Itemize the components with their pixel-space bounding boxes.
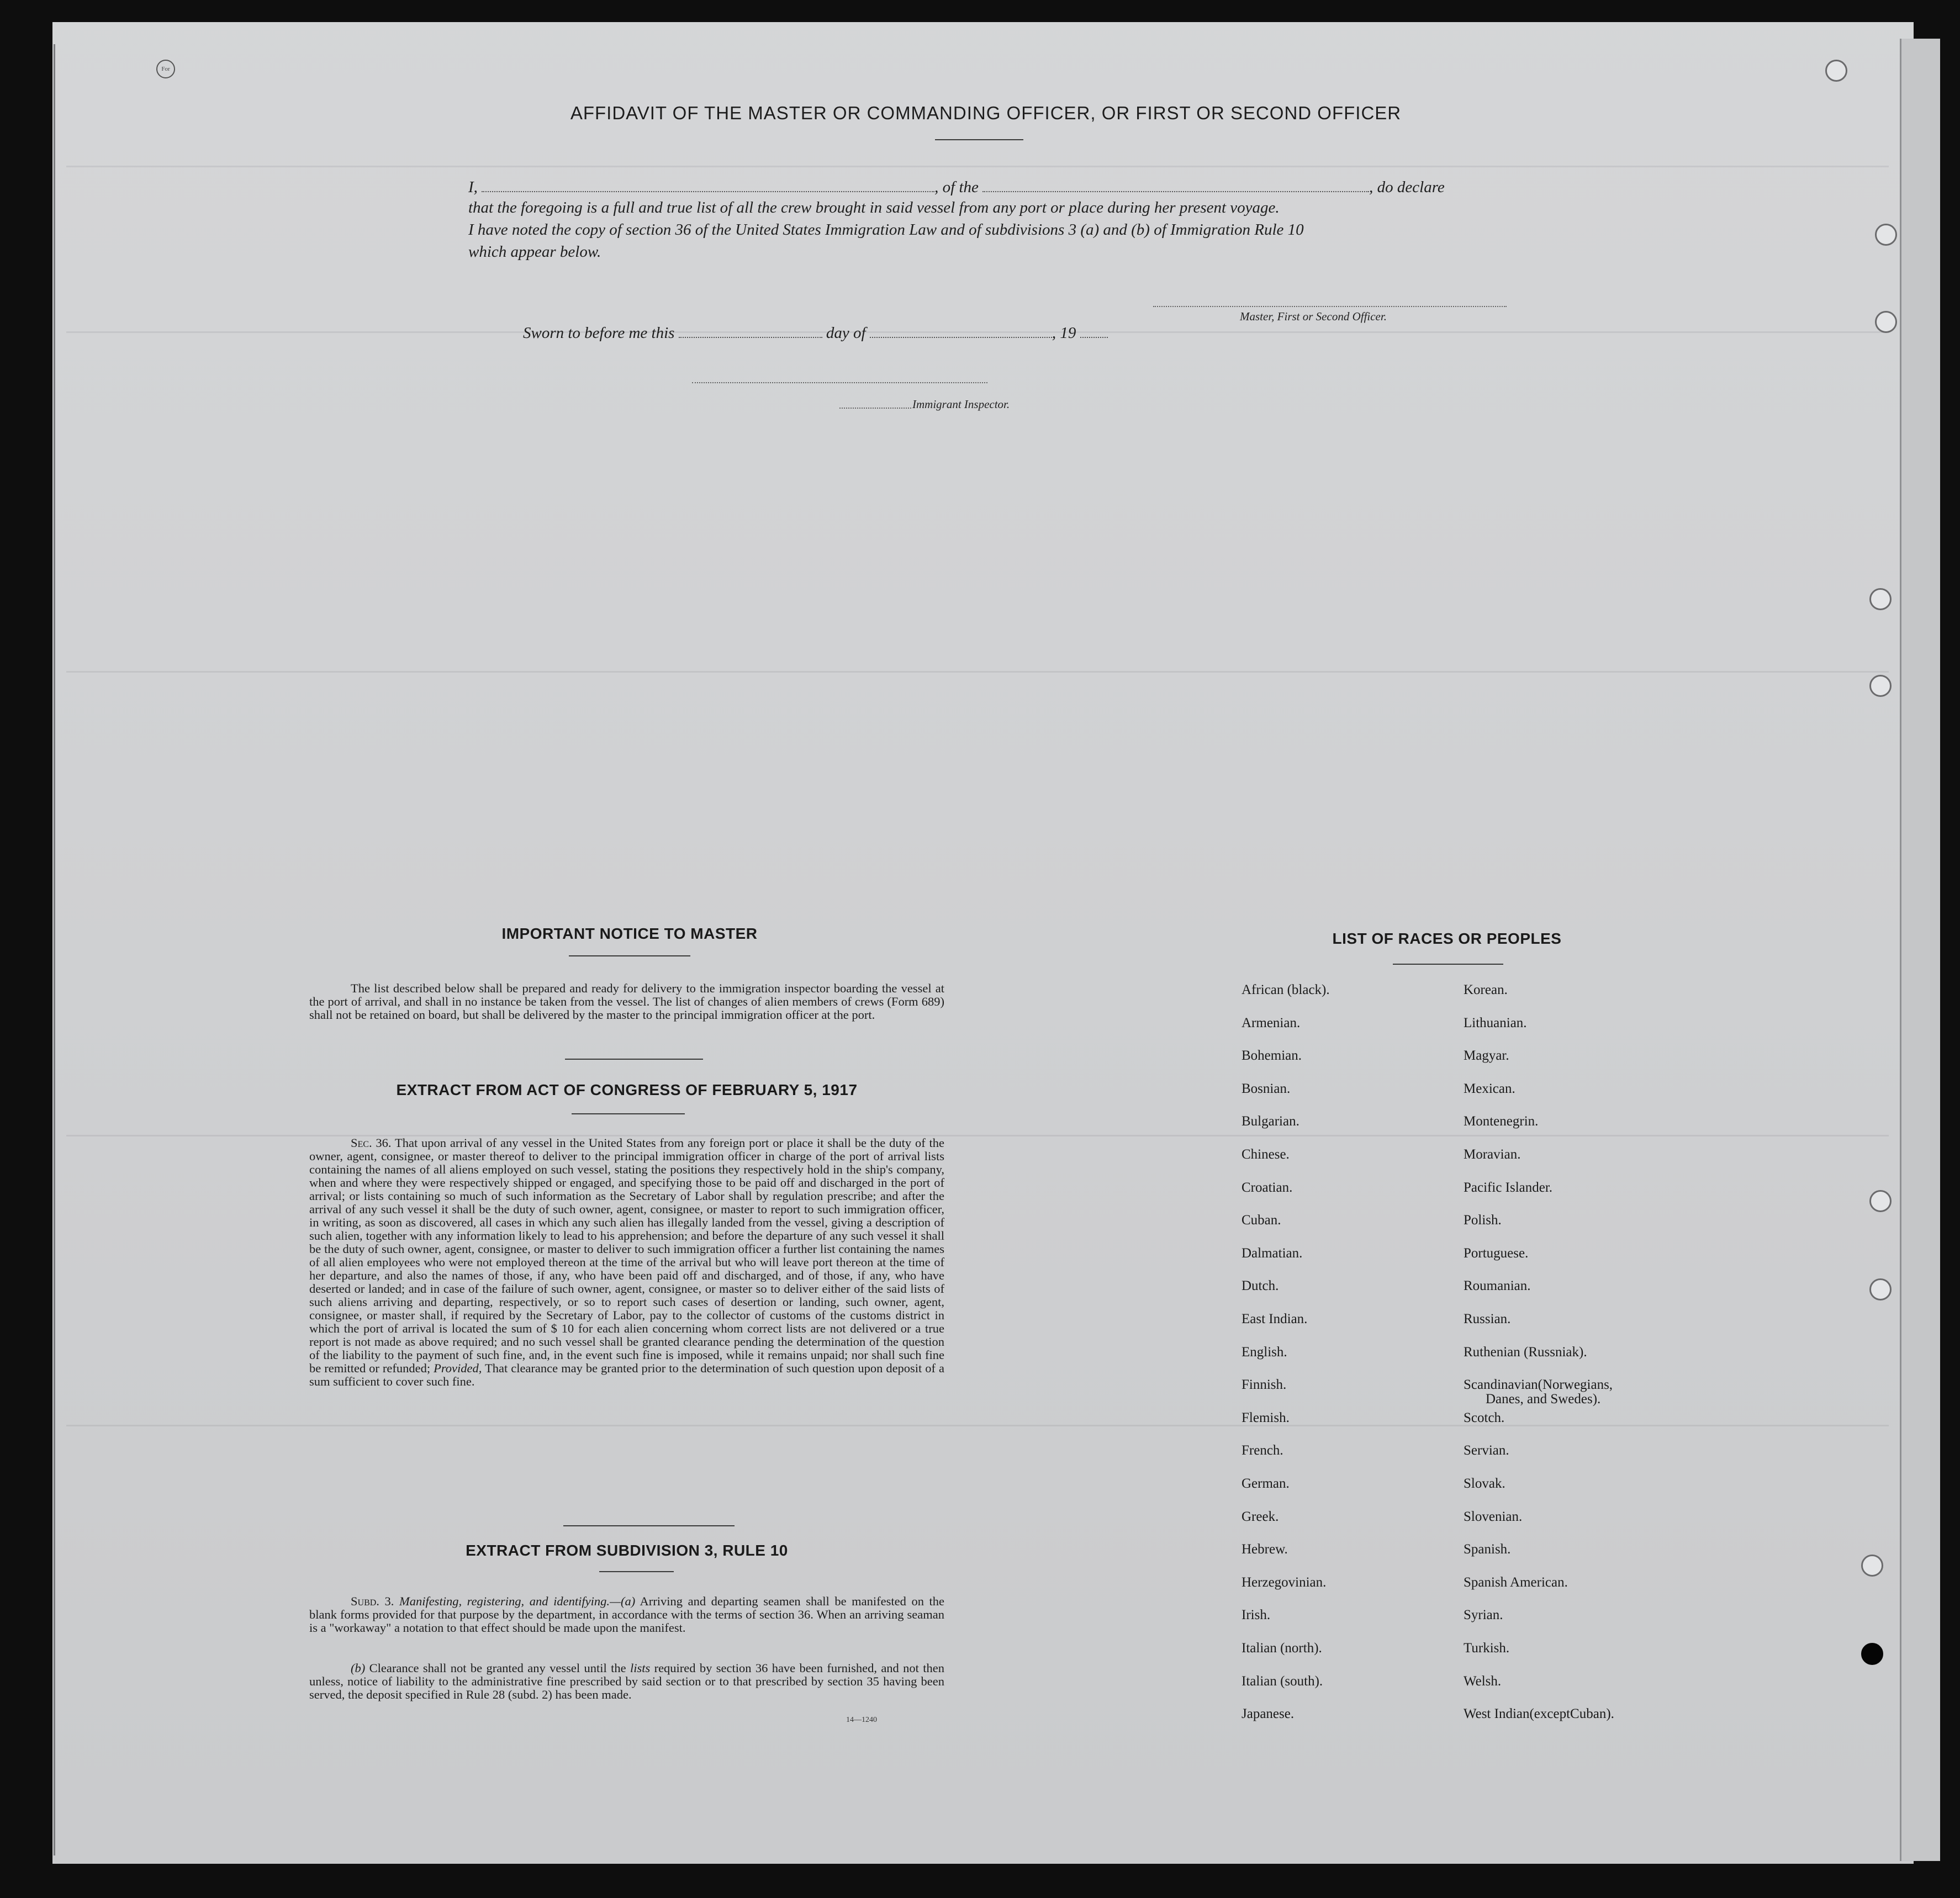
race-item: Hebrew. xyxy=(1241,1542,1288,1557)
rule-extract-title: EXTRACT FROM SUBDIVISION 3, RULE 10 xyxy=(466,1542,788,1559)
race-item: English. xyxy=(1241,1345,1287,1360)
notice-title-underline xyxy=(569,955,690,956)
race-item: Dalmatian. xyxy=(1241,1246,1303,1261)
notice-title: IMPORTANT NOTICE TO MASTER xyxy=(501,925,758,942)
race-item: Irish. xyxy=(1241,1608,1271,1622)
race-item: Moravian. xyxy=(1464,1147,1521,1162)
race-item: Ruthenian (Russniak). xyxy=(1464,1345,1587,1360)
inspector-caption-leader xyxy=(839,408,911,409)
month-blank xyxy=(870,322,1052,338)
day-blank xyxy=(679,322,822,338)
subdivision-label: Subd. 3. xyxy=(351,1594,394,1608)
race-item: Lithuanian. xyxy=(1464,1016,1527,1030)
form-number: 14—1240 xyxy=(846,1716,877,1724)
race-item: Bulgarian. xyxy=(1241,1114,1299,1129)
punch-hole xyxy=(1875,224,1897,246)
sworn-text: , 19 xyxy=(1052,324,1076,342)
inspector-caption: Immigrant Inspector. xyxy=(912,398,1010,411)
race-item: German. xyxy=(1241,1476,1290,1491)
race-item: Servian. xyxy=(1464,1443,1509,1458)
race-item: Russian. xyxy=(1464,1312,1511,1326)
declaration-text: , of the xyxy=(934,178,979,196)
notice-text: The list described below shall be prepared and ready for delivery to the immigration inspector boarding the vessel at the port of arrival, and shall in no instance be taken from the vessel. The list of changes of alien members of crews (Form 689) shall not be retained on board, but shall be delivered by the master to the principal immigration officer at the port. xyxy=(309,981,944,1022)
declaration-text: I, xyxy=(468,178,478,196)
race-item: Syrian. xyxy=(1464,1608,1503,1622)
paragraph-b-start: Clearance shall not be granted any vessel until the xyxy=(369,1661,626,1675)
punch-hole xyxy=(1825,60,1847,82)
punch-hole xyxy=(1875,311,1897,333)
race-item: Herzegovinian. xyxy=(1241,1575,1327,1590)
race-item: Montenegrin. xyxy=(1464,1114,1539,1129)
race-item: Italian (north). xyxy=(1241,1641,1322,1656)
page-left-edge xyxy=(54,44,55,1855)
race-item: Korean. xyxy=(1464,982,1508,997)
race-item: Roumanian. xyxy=(1464,1278,1531,1293)
lists-word: lists xyxy=(630,1661,651,1675)
races-title-underline xyxy=(1393,964,1503,965)
race-item: Chinese. xyxy=(1241,1147,1290,1162)
subdivision-heading: Manifesting, registering, and identifying. xyxy=(399,1594,610,1608)
race-item: French. xyxy=(1241,1443,1283,1458)
section-divider xyxy=(565,1059,703,1060)
section-divider xyxy=(563,1525,735,1526)
inspector-signature-line xyxy=(692,382,987,383)
act-title-underline xyxy=(572,1113,685,1114)
race-item: Spanish. xyxy=(1464,1542,1511,1557)
corner-stamp: For xyxy=(156,60,175,78)
race-item: African (black). xyxy=(1241,982,1330,997)
punch-hole xyxy=(1869,588,1892,610)
punch-hole xyxy=(1869,1190,1892,1212)
proviso-word: Provided, xyxy=(434,1361,482,1375)
declaration-line-3: I have noted the copy of section 36 of the United States Immigration Law and of subdivisions 3 (a) and (b) of Immigration Rule 10 xyxy=(468,221,1304,239)
section-36-text xyxy=(309,1136,944,1388)
race-item: Slovak. xyxy=(1464,1476,1505,1491)
paragraph-a-label: —(a) xyxy=(609,1594,636,1608)
rule-title-underline xyxy=(599,1571,674,1572)
subdivision-3-text xyxy=(309,1595,944,1635)
paragraph-b-label: (b) xyxy=(351,1661,366,1675)
race-item: Scotch. xyxy=(1464,1410,1505,1425)
race-item: Croatian. xyxy=(1241,1180,1293,1195)
bleed-through-line xyxy=(66,1425,1889,1426)
declaration-line-4: which appear below. xyxy=(468,243,601,261)
races-title: LIST OF RACES OR PEOPLES xyxy=(1332,930,1562,947)
race-item-continuation: Danes, and Swedes). xyxy=(1486,1392,1601,1407)
bleed-through-line xyxy=(66,671,1889,673)
sworn-text: Sworn to before me this xyxy=(523,324,675,342)
vessel-blank xyxy=(982,177,1369,192)
document-sheet xyxy=(52,22,1914,1864)
declaration-text: , do declare xyxy=(1369,178,1445,196)
bleed-through-line xyxy=(66,166,1889,167)
punch-hole xyxy=(1869,675,1892,697)
paragraph-a-text: Arriving and departing seamen shall be manifested on the blank forms provided for that purpose by the department, in accordance with the terms of section 36. When an arriving seaman is a "workaway" a notation to that effect should be made upon the manifest. xyxy=(309,1594,945,1635)
race-item: East Indian. xyxy=(1241,1312,1308,1326)
signature-caption: Master, First or Second Officer. xyxy=(1240,310,1387,323)
race-item: Finnish. xyxy=(1241,1377,1287,1392)
race-item: Pacific Islander. xyxy=(1464,1180,1553,1195)
race-item: Mexican. xyxy=(1464,1081,1515,1096)
page-edge xyxy=(1900,39,1940,1861)
punch-hole xyxy=(1869,1278,1892,1300)
race-item: Armenian. xyxy=(1241,1016,1301,1030)
year-blank xyxy=(1080,322,1108,338)
name-blank xyxy=(482,177,934,192)
act-extract-title: EXTRACT FROM ACT OF CONGRESS OF FEBRUARY 5, 1917 xyxy=(396,1081,858,1098)
race-item: Spanish American. xyxy=(1464,1575,1568,1590)
declaration-line-2: that the foregoing is a full and true list of all the crew brought in said vessel from any port or place during her present voyage. xyxy=(468,199,1280,216)
race-item: Portuguese. xyxy=(1464,1246,1529,1261)
race-item: Greek. xyxy=(1241,1509,1279,1524)
race-item: Bohemian. xyxy=(1241,1048,1302,1063)
paragraph-b xyxy=(309,1662,944,1701)
paragraph-b-end: required by section 36 have been furnished, and not then unless, notice of liability to the administrative fine prescribed by said section or to that prescribed by section 35 having been served, the deposit specified in Rule 28 (subd. 2) has been made. xyxy=(309,1661,945,1701)
section-36-body: That upon arrival of any vessel in the United States from any foreign port or place it shall be the duty of the owner, agent, consignee, or master thereof to deliver to the principal immigration officer in charge of the port of arrival lists containing the names of all aliens employed on such vessel, stating the positions they respectively hold in the ship's company, when and where they were respectively shipped or engaged, and specifying those to be paid off and discharged in the port of arrival; or lists containing so much of such information as the Secretary of Labor shall by regulation prescribe; and after the arrival of any such vessel it shall be the duty of such owner, agent, consignee, or master to report to such immigration officer, in writing, as soon as discovered, all cases in which any such alien has illegally landed from the vessel, giving a description of such alien, together with any information likely to lead to his apprehension; and before the departure of any such vessel it shall be the duty of such owner, agent, consignee, or master to deliver to such immigration officer a further list containing the names of all alien employees who were not employed thereon at the time of the arrival but who will leave port thereon at the time of her departure, and also the names of those, if any, who have been paid off and discharged, and of those, if any, who have deserted or landed; and in case of the failure of such owner, agent, consignee, or master so to deliver either of the said lists of such aliens arriving and departing, respectively, or so to report such cases of desertion or landing, such owner, agent, consignee, or master shall, if required by the Secretary of Labor, pay to the collector of customs of the customs district in which the port of arrival is located the sum of $ 10 for each alien concerning whom correct lists are not delivered or a true report is not made as above required; and no such vessel shall be granted clearance pending the determination of the question of the liability to the payment of such fine, and, in the event such fine is imposed, while it remains unpaid; nor shall such fine be remitted or refunded; xyxy=(309,1136,945,1375)
race-item: Turkish. xyxy=(1464,1641,1510,1656)
affidavit-title: AFFIDAVIT OF THE MASTER OR COMMANDING OFFICER, OR FIRST OR SECOND OFFICER xyxy=(570,103,1402,123)
race-item: Bosnian. xyxy=(1241,1081,1291,1096)
section-36-end: That clearance may be granted prior to the determination of such question upon deposit of a sum sufficient to cover such fine. xyxy=(309,1361,945,1388)
race-item: West Indian(exceptCuban). xyxy=(1464,1706,1614,1721)
race-item: Flemish. xyxy=(1241,1410,1290,1425)
race-item: Welsh. xyxy=(1464,1674,1502,1689)
punch-hole xyxy=(1861,1555,1883,1577)
punch-hole xyxy=(1861,1643,1883,1665)
race-item: Scandinavian(Norwegians, xyxy=(1464,1377,1613,1392)
sworn-text: day of xyxy=(826,324,866,342)
race-item: Cuban. xyxy=(1241,1213,1281,1228)
race-item: Magyar. xyxy=(1464,1048,1509,1063)
race-item: Dutch. xyxy=(1241,1278,1279,1293)
section-label: Sec. 36. xyxy=(351,1136,392,1150)
race-item: Polish. xyxy=(1464,1213,1502,1228)
race-item: Japanese. xyxy=(1241,1706,1295,1721)
declaration-line-1 xyxy=(468,177,1509,197)
signature-line xyxy=(1153,306,1507,307)
sworn-line xyxy=(523,322,1564,342)
race-item: Slovenian. xyxy=(1464,1509,1523,1524)
title-underline xyxy=(935,139,1023,140)
race-item: Italian (south). xyxy=(1241,1674,1323,1689)
